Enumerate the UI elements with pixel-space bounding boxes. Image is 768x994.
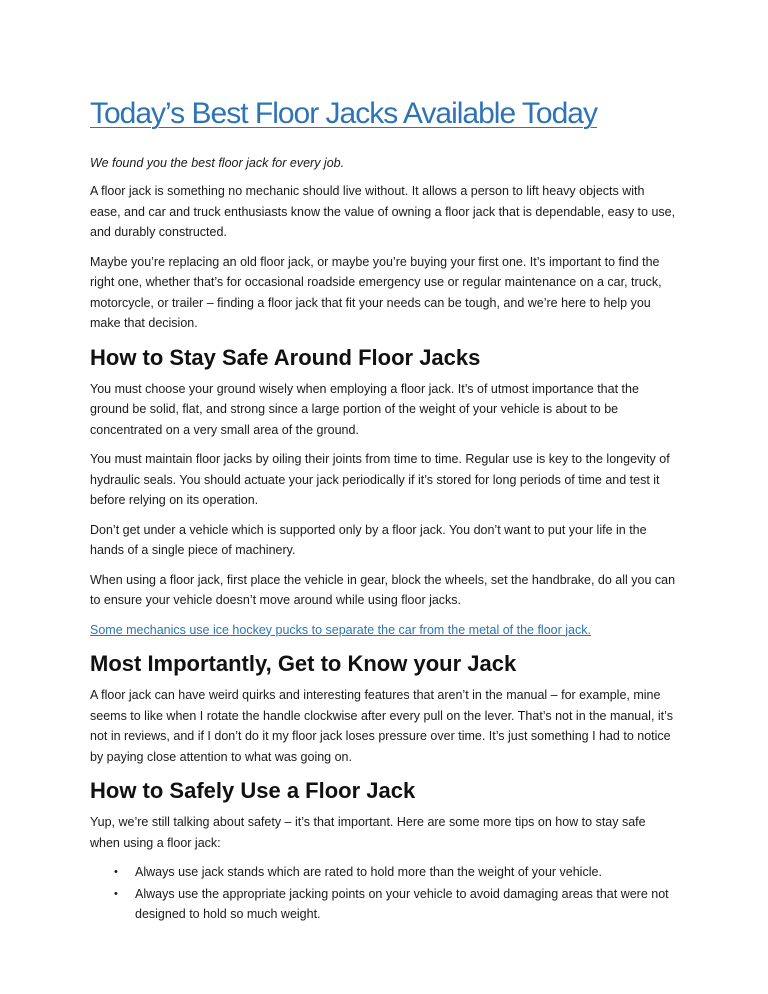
bullet-icon: • <box>114 887 118 900</box>
section-heading: How to Stay Safe Around Floor Jacks <box>90 344 481 370</box>
bullet-icon: • <box>114 866 118 878</box>
list-item-text: Always use the appropriate jacking points on your vehicle to avoid damaging areas that were not designed to hold so much weight. <box>135 886 669 921</box>
section-stay-safe <box>90 343 678 641</box>
intro-paragraph: A floor jack is something no mechanic should live without. It allows a person to lift heavy objects with ease, and car and truck enthusiasts know the value of owning a floor jack that is dependable, easy to use, and durably constructed. <box>90 184 676 239</box>
section-paragraph: A floor jack can have weird quirks and interesting features that aren’t in the manual – for example, mine seems to like when I rotate the handle clockwise after every pull on the lever. That’s not in the manual, it’s not in reviews, and if I don’t do it my floor jack loses pressure over time. It’s just something I had to notice by paying close attention to what was going on. <box>90 688 673 764</box>
section-heading: How to Safely Use a Floor Jack <box>90 778 416 803</box>
page-title: Today’s Best Floor Jacks Available Today <box>90 97 597 130</box>
section-paragraph: Don’t get under a vehicle which is supported only by a floor jack. You don’t want to put your life in the hands of a single piece of machinery. <box>90 522 647 557</box>
tips-list <box>90 862 678 925</box>
section-know-your-jack <box>90 649 678 767</box>
link-paragraph <box>90 620 678 641</box>
intro-paragraph: Maybe you’re replacing an old floor jack, or maybe you’re buying your first one. It’s important to find the right one, whether that’s for occasional roadside emergency use or regular maintenance on a car, truck, motorcycle, or trailer – finding a floor jack that fit your needs can be tough, and we’re here to help you make that decision. <box>90 254 662 330</box>
tagline: We found you the best floor jack for every job. <box>90 156 345 170</box>
section-paragraph: You must choose your ground wisely when employing a floor jack. It’s of utmost importance that the ground be solid, flat, and strong since a large portion of the weight of your vehicle is about to be concentrated on a very small area of the ground. <box>90 381 639 437</box>
list-item-text: Always use jack stands which are rated to hold more than the weight of your vehicle. <box>135 865 602 879</box>
section-safely-use <box>90 776 678 925</box>
hockey-pucks-link[interactable]: Some mechanics use ice hockey pucks to separate the car from the metal of the floor jack. <box>90 622 591 637</box>
section-heading: Most Importantly, Get to Know your Jack <box>90 651 517 676</box>
section-paragraph: When using a floor jack, first place the vehicle in gear, block the wheels, set the handbrake, do all you can to ensure your vehicle doesn’t move around while using floor jacks. <box>90 572 676 607</box>
section-paragraph: You must maintain floor jacks by oiling their joints from time to time. Regular use is key to the longevity of hydraulic seals. You should actuate your jack periodically if it’s stored for long periods of time and test it before relying on its operation. <box>90 452 670 507</box>
list-item <box>114 862 678 883</box>
list-item <box>114 884 678 925</box>
section-paragraph: Yup, we’re still talking about safety – it’s that important. Here are some more tips on how to stay safe when using a floor jack: <box>90 815 646 850</box>
